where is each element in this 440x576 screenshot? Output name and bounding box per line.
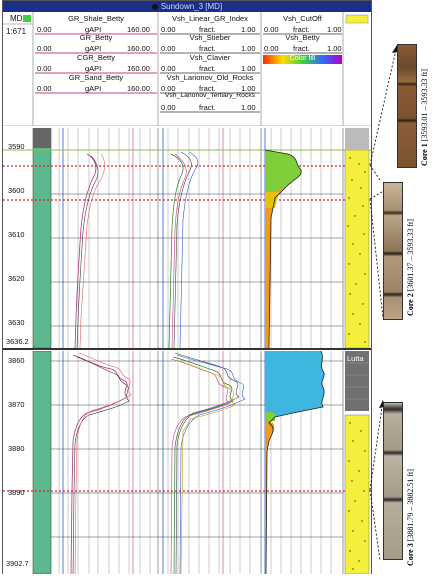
lithology-sand-lower bbox=[345, 415, 369, 574]
vsh-betty-min: 0.00 bbox=[264, 44, 279, 53]
core1-caption bbox=[420, 69, 429, 166]
gr-sand-min: 0.00 bbox=[37, 84, 52, 93]
vsh-stieber-name: Vsh_Stieber bbox=[189, 33, 231, 42]
vsh-larionov-tert-unit: fract. bbox=[199, 103, 216, 112]
lower-log-panel[interactable] bbox=[3, 351, 371, 574]
md-depth-bar-lower bbox=[33, 351, 51, 574]
lutta-label: Lutta bbox=[347, 354, 364, 363]
gr-sand-unit: gAPI bbox=[85, 84, 102, 93]
core2-range: [3601.37 – 3593.33 ft] bbox=[406, 219, 415, 292]
vsh-betty-max: 1.00 bbox=[327, 44, 342, 53]
md-scale: 1:671 bbox=[6, 27, 27, 36]
core2-caption bbox=[406, 219, 415, 316]
vsh-clavier-unit: fract. bbox=[199, 64, 216, 73]
well-log-window bbox=[2, 0, 372, 574]
panel-separator bbox=[3, 348, 371, 350]
vsh-linear-min: 0.00 bbox=[161, 25, 176, 34]
gr-sand-max: 160.00 bbox=[127, 84, 150, 93]
gr-shale-max: 160.00 bbox=[127, 25, 150, 34]
header-grid bbox=[3, 12, 371, 126]
vsh-clavier-max: 1.00 bbox=[241, 64, 256, 73]
vsh-cutoff-name: Vsh_CutOff bbox=[283, 14, 322, 23]
depth-bottom-lower: 3902.7 bbox=[6, 559, 29, 568]
depth-tick-3630: 3630 bbox=[8, 318, 25, 327]
core1-label: Core 1 bbox=[420, 143, 429, 166]
gr-shale-min: 0.00 bbox=[37, 25, 52, 34]
gr-shale-name: GR_Shale_Betty bbox=[68, 14, 124, 23]
cgr-betty-max: 160.00 bbox=[127, 64, 150, 73]
gr-sand-name: GR_Sand_Betty bbox=[68, 73, 124, 82]
vsh-larionov-old-name: Vsh_Larionov_Old_Rocks bbox=[166, 73, 254, 82]
upper-log-panel[interactable] bbox=[3, 128, 371, 348]
record-dot-icon bbox=[152, 4, 158, 10]
core1-range: [3593.01 – 3593.33 ft] bbox=[420, 69, 429, 142]
core3-label: Core 3 bbox=[406, 543, 415, 566]
depth-tick-3600: 3600 bbox=[8, 186, 25, 195]
gr-betty-min: 0.00 bbox=[37, 44, 52, 53]
cgr-betty-name: CGR_Betty bbox=[77, 53, 115, 62]
vsh-linear-name: Vsh_Linear_GR_Index bbox=[172, 14, 248, 23]
core3-range: [3881.79 – 3882.51 ft] bbox=[406, 469, 415, 542]
window-title: Sundown_3 [MD] bbox=[160, 2, 223, 11]
md-legend-swatch bbox=[23, 15, 31, 22]
depth-tick-3590: 3590 bbox=[8, 142, 25, 151]
core2-label: Core 2 bbox=[406, 293, 415, 316]
vsh-linear-max: 1.00 bbox=[241, 25, 256, 34]
depth-bottom-upper: 3636.2 bbox=[6, 337, 29, 346]
vsh-larionov-tert-min: 0.00 bbox=[161, 103, 176, 112]
color-fill-label: Color fill bbox=[289, 55, 316, 62]
md-header: MD bbox=[10, 14, 23, 23]
core3-caption bbox=[406, 469, 415, 566]
vsh-cutoff-unit: fract. bbox=[293, 25, 310, 34]
vsh-linear-unit: fract. bbox=[199, 25, 216, 34]
vsh-stieber-unit: fract. bbox=[199, 44, 216, 53]
window-title-bar[interactable] bbox=[3, 1, 371, 12]
gr-betty-unit: gAPI bbox=[85, 44, 102, 53]
vsh-larionov-old-unit: fract. bbox=[199, 84, 216, 93]
lithology-legend-swatch bbox=[346, 15, 368, 23]
vsh-stieber-max: 1.00 bbox=[241, 44, 256, 53]
vsh-cutoff-min: 0.00 bbox=[264, 25, 279, 34]
vsh-clavier-min: 0.00 bbox=[161, 64, 176, 73]
gr-betty-max: 160.00 bbox=[127, 44, 150, 53]
depth-tick-3880: 3880 bbox=[8, 444, 25, 453]
gr-betty-name: GR_Betty bbox=[79, 33, 113, 42]
cgr-betty-min: 0.00 bbox=[37, 64, 52, 73]
core1-photo bbox=[397, 44, 417, 168]
lithology-track-upper bbox=[345, 150, 369, 348]
depth-tick-3870: 3870 bbox=[8, 400, 25, 409]
depth-tick-3620: 3620 bbox=[8, 274, 25, 283]
core3-photo bbox=[383, 402, 403, 560]
vsh-stieber-min: 0.00 bbox=[161, 44, 176, 53]
depth-tick-3860: 3860 bbox=[8, 356, 25, 365]
cgr-betty-unit: gAPI bbox=[85, 64, 102, 73]
vsh-betty-name: Vsh_Betty bbox=[285, 33, 320, 42]
vsh-larionov-old-min: 0.00 bbox=[161, 84, 176, 93]
vsh-cutoff-max: 1.00 bbox=[327, 25, 342, 34]
depth-tick-3890: 3890 bbox=[8, 488, 25, 497]
vsh-larionov-old-max: 1.00 bbox=[241, 84, 256, 93]
vsh-larionov-tert-name: Vsh_Larionov_Tertiary_Rocks bbox=[164, 92, 256, 99]
depth-tick-3610: 3610 bbox=[8, 230, 25, 239]
vsh-betty-unit: fract. bbox=[293, 44, 310, 53]
vsh-clavier-name: Vsh_Clavier bbox=[189, 53, 231, 62]
core2-photo bbox=[383, 182, 403, 320]
vsh-larionov-tert-max: 1.00 bbox=[241, 103, 256, 112]
gr-shale-unit: gAPI bbox=[85, 25, 102, 34]
